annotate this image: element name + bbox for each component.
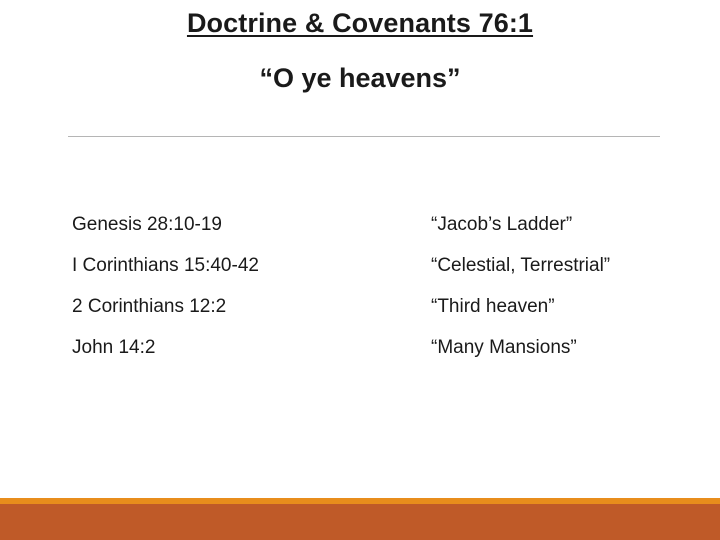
reference-row bbox=[72, 333, 672, 374]
reference-citation: Genesis 28:10-19 bbox=[72, 214, 222, 235]
reference-description: “Jacob’s Ladder” bbox=[431, 214, 573, 235]
reference-list bbox=[72, 210, 672, 374]
reference-description: “Third heaven” bbox=[431, 296, 555, 317]
reference-row bbox=[72, 292, 672, 333]
reference-row bbox=[72, 210, 672, 251]
footer-bar bbox=[0, 504, 720, 540]
reference-citation: I Corinthians 15:40-42 bbox=[72, 255, 259, 276]
reference-citation: John 14:2 bbox=[72, 337, 156, 358]
slide-title: Doctrine & Covenants 76:1 bbox=[186, 8, 534, 38]
title-divider bbox=[68, 136, 660, 137]
title-block bbox=[0, 4, 720, 97]
reference-row bbox=[72, 251, 672, 292]
reference-description: “Celestial, Terrestrial” bbox=[431, 255, 611, 276]
reference-citation: 2 Corinthians 12:2 bbox=[72, 296, 227, 317]
reference-description: “Many Mansions” bbox=[431, 337, 577, 358]
slide-subtitle: “O ye heavens” bbox=[259, 63, 461, 93]
